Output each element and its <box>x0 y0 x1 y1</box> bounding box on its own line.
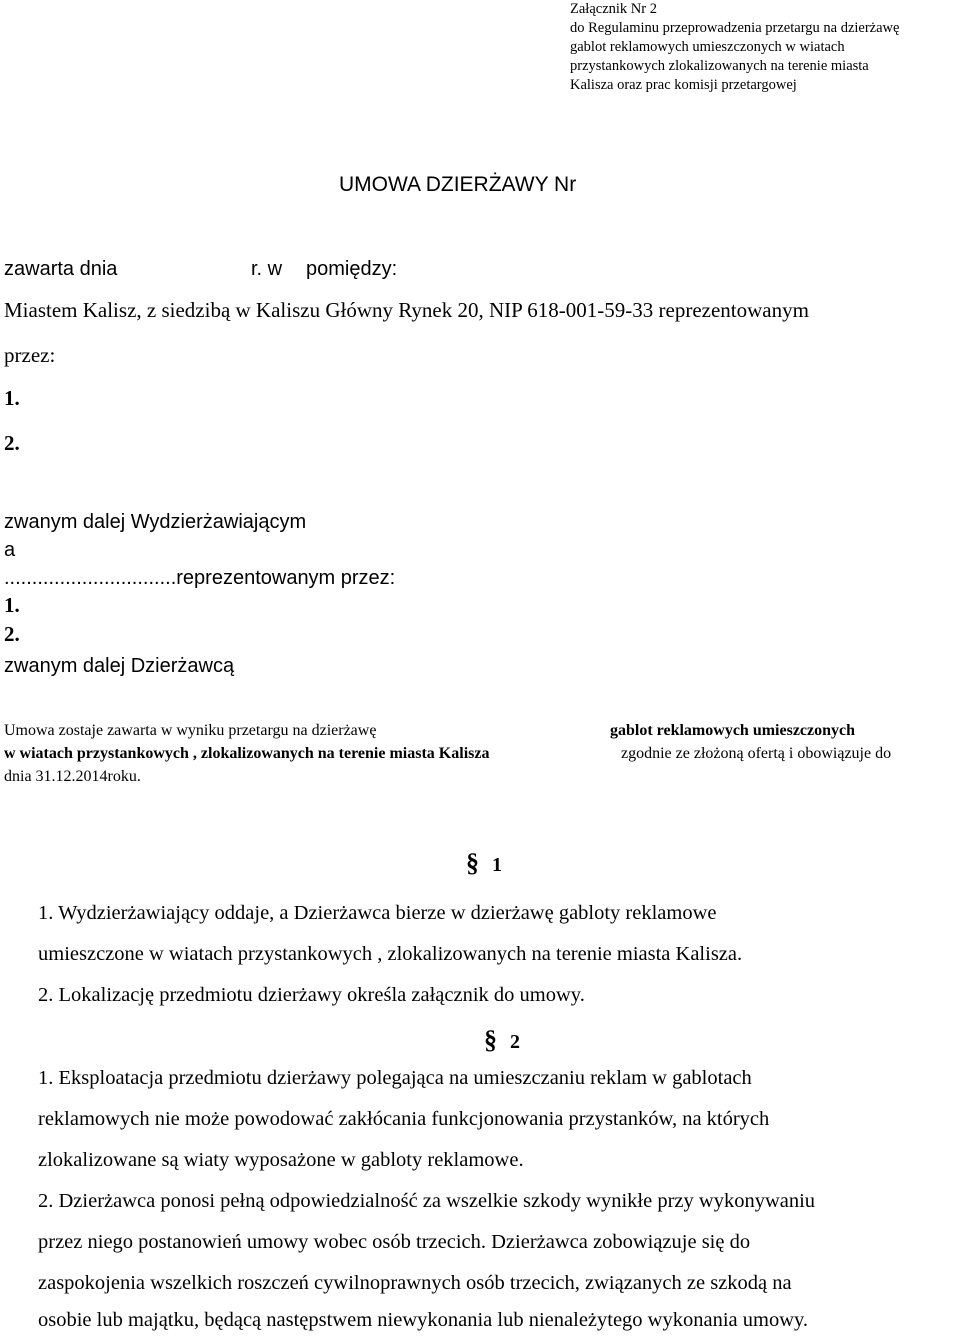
party1-rep-2: 2. <box>4 431 20 455</box>
attachment-note <box>570 0 899 95</box>
section-1-para-1-line-2: umieszczone w wiatach przystankowych , zlokalizowanych na terenie miasta Kalisza. <box>38 943 743 965</box>
party1-description: Miastem Kalisz, z siedzibą w Kaliszu Główny Rynek 20, NIP 618-001-59-33 reprezentowanym <box>4 298 809 322</box>
section-symbol: § <box>466 848 479 877</box>
section-2-para-2-line-2: przez niego postanowień umowy wobec osób trzecich. Dzierżawca zobowiązuje się do <box>38 1231 751 1253</box>
attachment-note-line: Załącznik Nr 2 <box>570 1 657 17</box>
section-symbol: § <box>484 1025 497 1054</box>
party2-rep-1: 1. <box>4 593 20 617</box>
party2-rep-2: 2. <box>4 622 20 646</box>
section-2-para-1-line-3: zlokalizowane są wiaty wyposażone w gabloty reklamowe. <box>38 1149 524 1171</box>
preamble-line-3: dnia 31.12.2014roku. <box>4 768 141 785</box>
preamble-line-1b: gablot reklamowych umieszczonych <box>610 722 856 739</box>
attachment-note-line: gablot reklamowych umieszczonych w wiatach <box>570 39 845 55</box>
preamble-line-2-rest: zgodnie ze złożoną ofertą i obowiązuje do <box>621 745 892 762</box>
conjunction: a <box>4 539 16 561</box>
section-number: 2 <box>510 1031 520 1053</box>
date-line-label: zawarta dnia <box>4 258 118 280</box>
section-1-heading <box>466 848 502 878</box>
party2-called: zwanym dalej Dzierżawcą <box>4 655 235 677</box>
attachment-note-line: Kalisza oraz prac komisji przetargowej <box>570 77 797 93</box>
section-2-para-2-line-4: osobie lub majątku, będącą następstwem niewykonania lub nienależytego wykonania umowy. <box>38 1309 809 1331</box>
preamble-line-2-bold: w wiatach przystankowych , zlokalizowanych na terenie miasta Kalisza <box>4 745 490 762</box>
section-number: 1 <box>492 854 502 876</box>
date-line-between: pomiędzy: <box>306 258 398 280</box>
party1-rep-1: 1. <box>4 386 20 410</box>
section-1-para-2: 2. Lokalizację przedmiotu dzierżawy określa załącznik do umowy. <box>38 984 585 1006</box>
section-2-para-2-line-3: zaspokojenia wszelkich roszczeń cywilnoprawnych osób trzecich, związanych ze szkodą na <box>38 1272 792 1294</box>
party2-represented-by: ...............................reprezentowanym przez: <box>4 567 396 589</box>
section-2-para-2-line-1: 2. Dzierżawca ponosi pełną odpowiedzialność za wszelkie szkody wynikłe przy wykonywaniu <box>38 1190 816 1212</box>
section-1-para-1-line-1: 1. Wydzierżawiający oddaje, a Dzierżawca bierze w dzierżawę gabloty reklamowe <box>38 902 717 924</box>
section-2-para-1-line-2: reklamowych nie może powodować zakłócania funkcjonowania przystanków, na których <box>38 1108 770 1130</box>
party1-called: zwanym dalej Wydzierżawiającym <box>4 511 307 533</box>
preamble-line-1a: Umowa zostaje zawarta w wyniku przetargu na dzierżawę <box>4 722 377 739</box>
section-2-para-1-line-1: 1. Eksploatacja przedmiotu dzierżawy polegająca na umieszczaniu reklam w gablotach <box>38 1067 752 1089</box>
document-title: UMOWA DZIERŻAWY Nr <box>339 173 577 196</box>
attachment-note-line: do Regulaminu przeprowadzenia przetargu na dzierżawę <box>570 20 900 36</box>
date-line-suffix: r. w <box>251 258 283 280</box>
attachment-note-line: przystankowych zlokalizowanych na terenie miasta <box>570 58 869 74</box>
section-2-heading <box>484 1025 520 1055</box>
party1-represented-by: przez: <box>4 343 56 367</box>
